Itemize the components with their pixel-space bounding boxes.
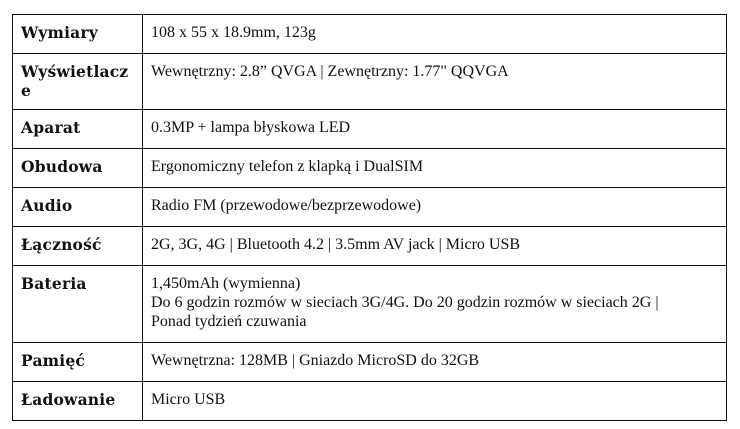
- table-row-bateria: [13, 266, 727, 343]
- row-label: Aparat: [13, 110, 143, 149]
- value-line: Ponad tydzień czuwania: [151, 313, 307, 330]
- table-row-pamiec: [13, 343, 727, 382]
- row-label: Obudowa: [13, 149, 143, 188]
- value-line: 2G, 3G, 4G | Bluetooth 4.2 | 3.5mm AV jack | Micro USB: [151, 236, 521, 253]
- value-line: 108 x 55 x 18.9mm, 123g: [151, 24, 316, 41]
- spec-table: [12, 14, 727, 421]
- row-value: [143, 15, 727, 54]
- row-label: Łączność: [13, 227, 143, 266]
- row-label: Wymiary: [13, 15, 143, 54]
- row-value: [143, 54, 727, 110]
- value-line: Micro USB: [151, 391, 226, 408]
- row-value: [143, 266, 727, 343]
- row-label: Wyświetlacze: [13, 54, 143, 110]
- row-label: Bateria: [13, 266, 143, 343]
- table-row-ladowanie: [13, 382, 727, 421]
- row-value: [143, 343, 727, 382]
- row-label: Ładowanie: [13, 382, 143, 421]
- table-row-wymiary: [13, 15, 727, 54]
- row-value: [143, 382, 727, 421]
- table-row-wyswietlacze: [13, 54, 727, 110]
- row-value: [143, 149, 727, 188]
- table-row-audio: [13, 188, 727, 227]
- value-line: Do 6 godzin rozmów w sieciach 3G/4G. Do 20 godzin rozmów w sieciach 2G |: [151, 294, 659, 311]
- value-line: Radio FM (przewodowe/bezprzewodowe): [151, 197, 422, 214]
- value-line: Ergonomiczny telefon z klapką i DualSIM: [151, 158, 424, 175]
- row-label: Pamięć: [13, 343, 143, 382]
- value-line: 1,450mAh (wymienna): [151, 275, 301, 292]
- row-value: [143, 227, 727, 266]
- table-row-lacznosc: [13, 227, 727, 266]
- row-value: [143, 110, 727, 149]
- value-line: Wewnętrzna: 128MB | Gniazdo MicroSD do 32GB: [151, 352, 480, 369]
- value-line: Wewnętrzny: 2.8” QVGA | Zewnętrzny: 1.77" QQVGA: [151, 63, 509, 80]
- row-value: [143, 188, 727, 227]
- row-label: Audio: [13, 188, 143, 227]
- value-line: 0.3MP + lampa błyskowa LED: [151, 119, 351, 136]
- table-row-aparat: [13, 110, 727, 149]
- table-row-obudowa: [13, 149, 727, 188]
